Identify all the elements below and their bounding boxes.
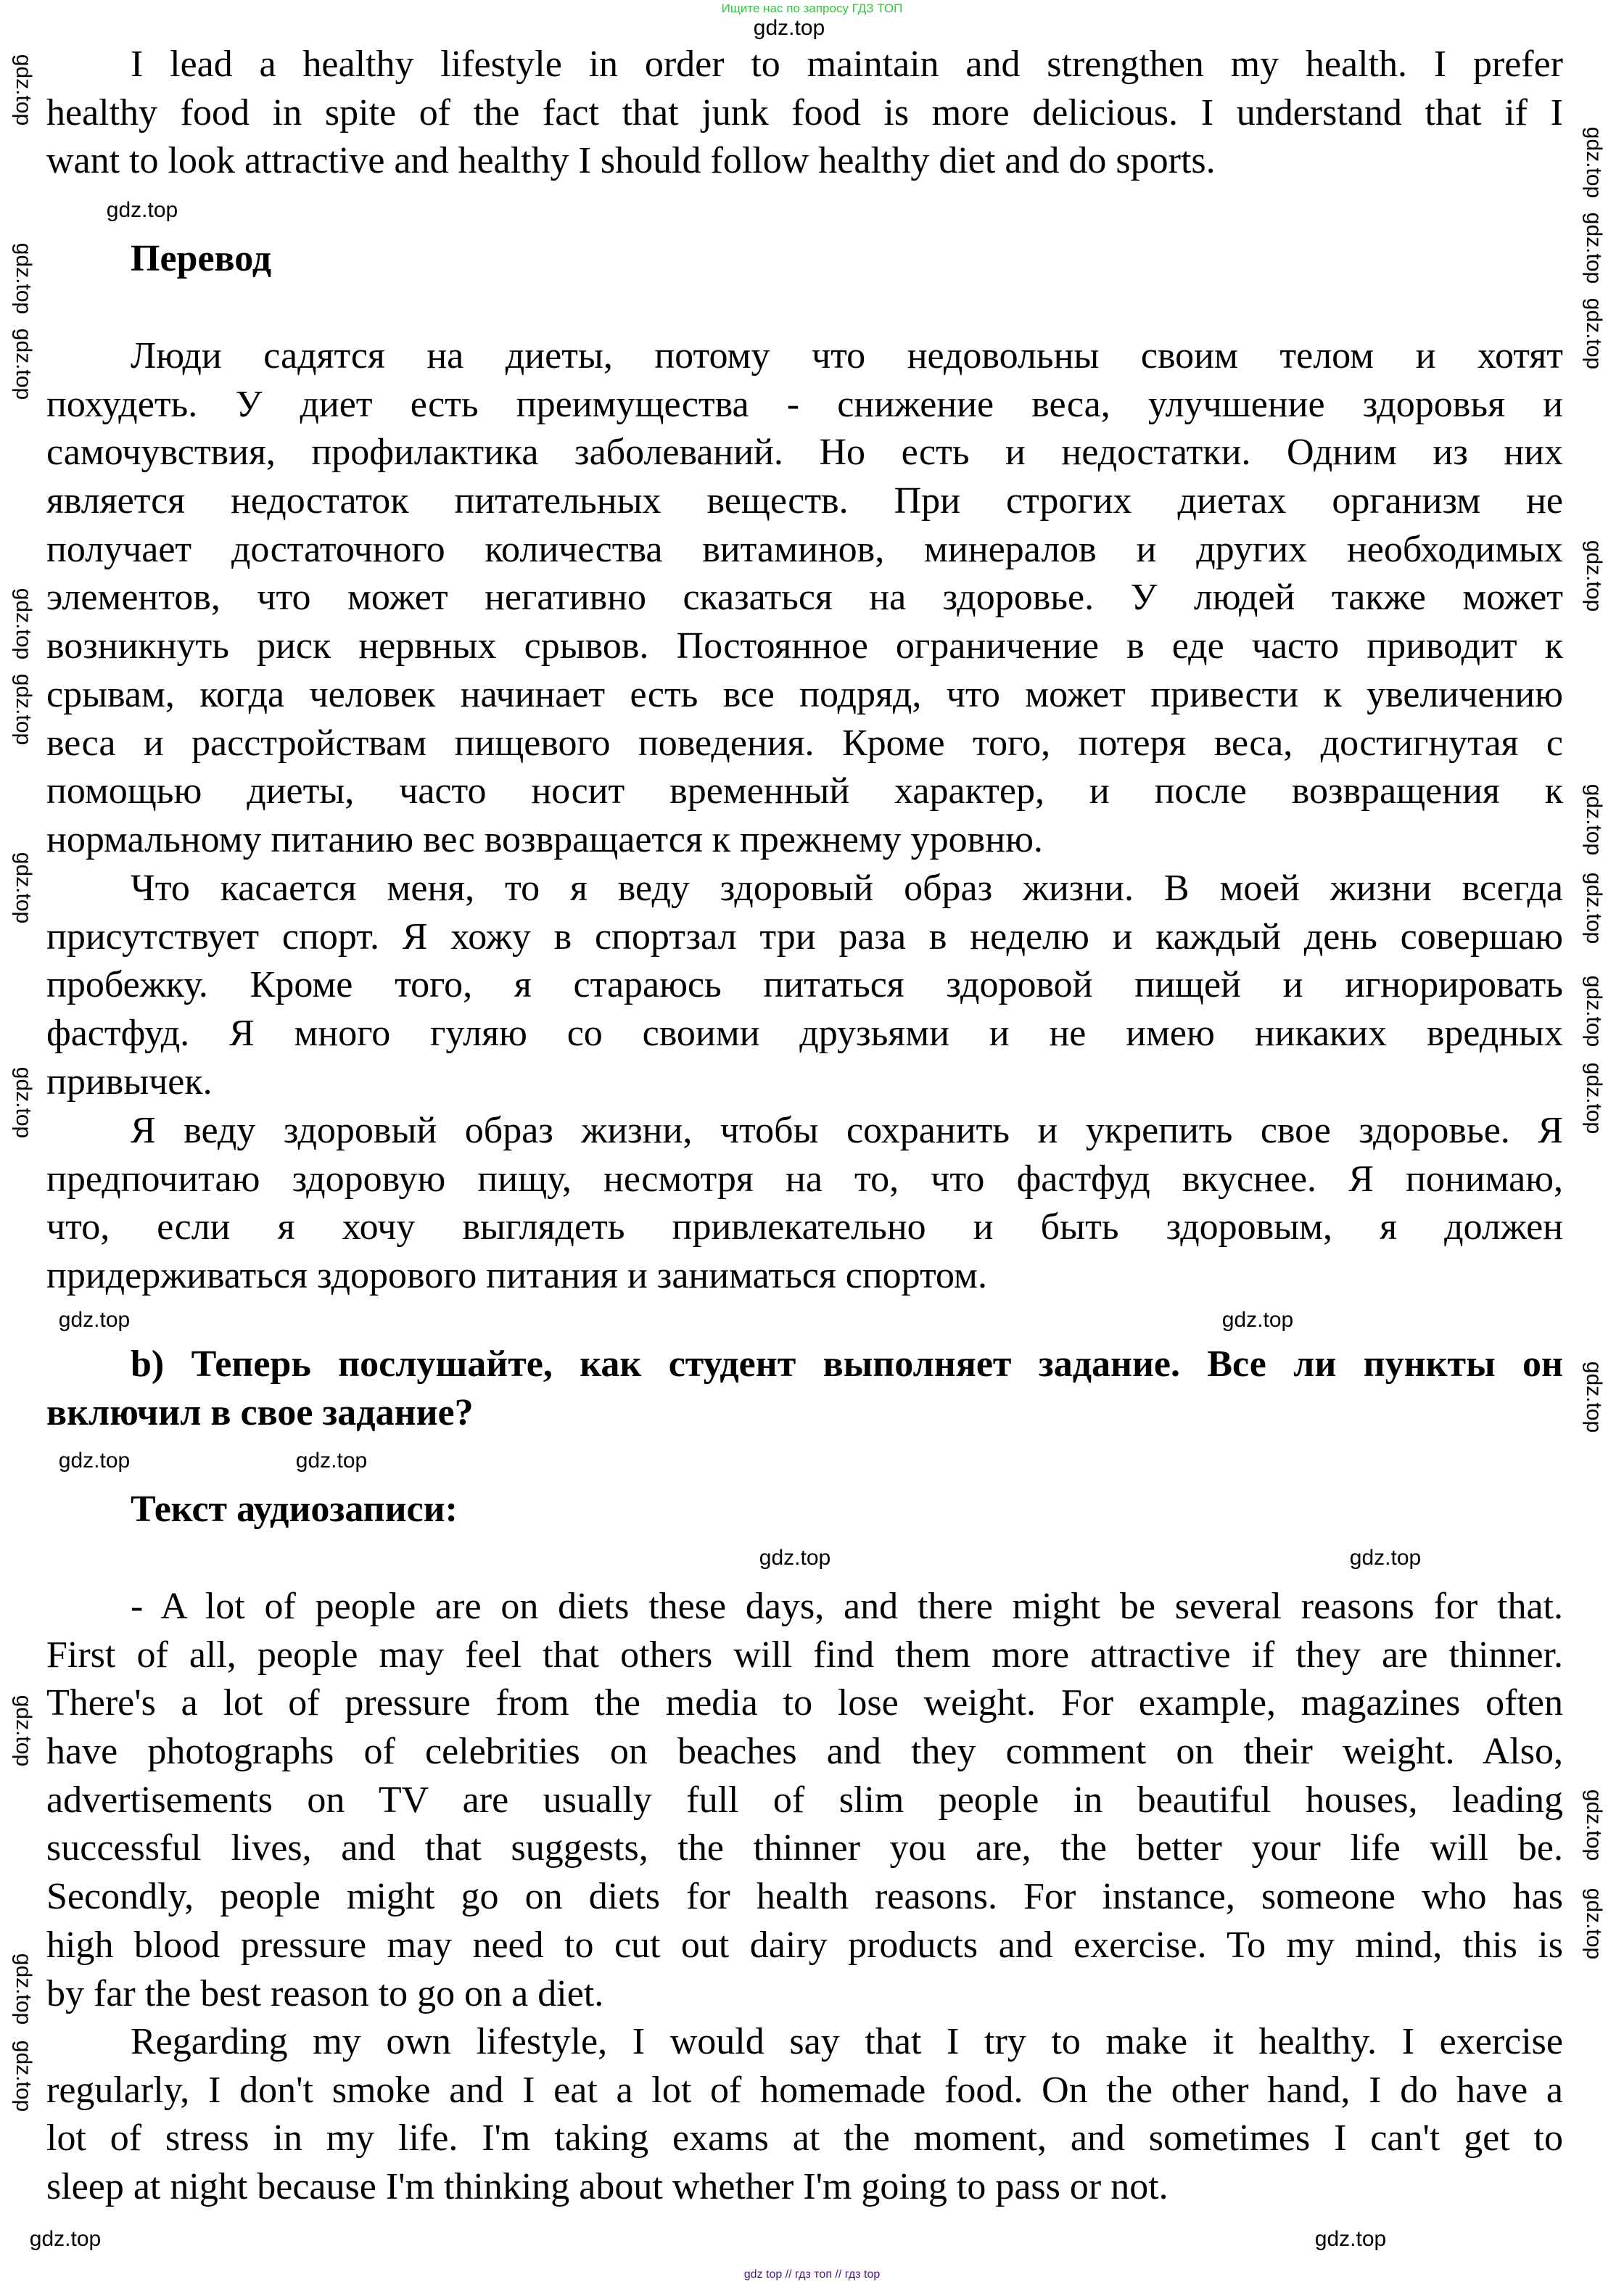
watermark: gdz.top [12,588,36,660]
text-line: sleep at night because I'm thinking about whether I'm going to pass or not. [46,2166,1168,2208]
text-line: Люди садятся на диеты, потому что недовольны своим телом и хотят [131,335,1563,376]
text-line: want to look attractive and healthy I should follow healthy diet and do sports. [46,140,1216,182]
text-line: элементов, что может негативно сказаться на здоровье. У людей также может [46,577,1563,619]
watermark: gdz.top [1582,975,1606,1047]
top-banner: Ищите нас по запросу ГДЗ ТОП [721,1,903,15]
watermark: gdz.top [58,1449,131,1473]
text-line: Secondly, people might go on diets for health reasons. For instance, someone who has [46,1876,1563,1918]
text-line: healthy food in spite of the fact that junk food is more delicious. I understand that if I [46,91,1563,133]
watermark: gdz.top [1349,1546,1422,1570]
text-line: похудеть. У диет есть преимущества - снижение веса, улучшение здоровья и [46,383,1563,425]
text-line: привычек. [46,1061,213,1103]
watermark: gdz.top [1582,212,1606,284]
watermark: gdz.top [12,242,36,315]
paragraph-conclusion-ru [46,1107,1563,1301]
text-line: Я веду здоровый образ жизни, чтобы сохранить и укрепить свое здоровье. Я [131,1110,1563,1151]
text-line: b) Теперь послушайте, как студент выполняет задание. Все ли пункты он [131,1343,1563,1385]
watermark: gdz.top [12,673,36,746]
watermark: gdz.top [12,1695,36,1767]
text-line: I lead a healthy lifestyle in order to maintain and strengthen my health. I prefer [131,44,1563,85]
audio-heading: Текст аудиозаписи: [131,1489,458,1530]
watermark: gdz.top [12,1953,36,2025]
text-line: advertisements on TV are usually full of slim people in beautiful houses, leading [46,1779,1563,1821]
watermark: gdz.top [29,2227,102,2251]
paragraph-audio-lifestyle [46,2018,1563,2212]
text-line: First of all, people may feel that others will find them more attractive if they are thinner. [46,1634,1563,1676]
text-line: пробежку. Кроме того, я стараюсь питаться здоровой пищей и игнорировать [46,964,1563,1006]
watermark: gdz.top [1582,1062,1606,1135]
watermark: gdz.top [106,198,178,222]
audio-heading-block [46,1486,1563,1534]
text-line: have photographs of celebrities on beaches and they comment on their weight. Also, [46,1731,1563,1773]
text-line: придерживаться здорового питания и заниматься спортом. [46,1255,987,1297]
text-line: by far the best reason to go on a diet. [46,1972,604,2014]
watermark: gdz.top [12,1066,36,1139]
text-line: regularly, I don't smoke and I eat a lot of homemade food. On the other hand, I do have a [46,2069,1563,2111]
text-line: фастфуд. Я много гуляю со своими друзьями и не имею никаких вредных [46,1013,1563,1055]
bottom-banner: gdz top // гдз топ // гдз top [743,2268,881,2281]
paragraph-my-lifestyle [46,865,1563,1106]
text-line: предпочитаю здоровую пищу, несмотря на то, что фастфуд вкуснее. Я понимаю, [46,1158,1563,1200]
text-line: является недостаток питательных веществ. При строгих диетах организм не [46,480,1563,522]
text-line: There's a lot of pressure from the media to lose weight. For example, magazines often [46,1682,1563,1724]
translation-heading-block [46,235,1563,284]
paragraph-english-summary [46,41,1563,186]
watermark: gdz.top [1582,783,1606,856]
text-line: Что касается меня, то я веду здоровый образ жизни. В моей жизни всегда [131,868,1563,909]
watermark: gdz.top [12,2040,36,2112]
text-line: веса и расстройствам пищевого поведения. Кроме того, потеря веса, достигнутая с [46,722,1563,764]
watermark: gdz.top [12,328,36,400]
watermark: gdz.top [1582,1887,1606,1960]
text-line: срывам, когда человек начинает есть все подряд, что может привести к увеличению [46,673,1563,715]
text-line: присутствует спорт. Я хожу в спортзал три раза в неделю и каждый день совершаю [46,915,1563,958]
text-line: Regarding my own lifestyle, I would say that I try to make it healthy. I exercise [131,2021,1563,2062]
watermark: gdz.top [1582,126,1606,199]
watermark: gdz.top [759,1546,831,1570]
text-line: high blood pressure may need to cut out dairy products and exercise. To my mind, this is [46,1924,1563,1966]
watermark: gdz.top [12,54,36,126]
paragraph-diets [46,332,1563,865]
text-line: lot of stress in my life. I'm taking exams at the moment, and sometimes I can't get to [46,2117,1563,2160]
watermark: gdz.top [1582,1361,1606,1433]
text-line: самочувствия, профилактика заболеваний. Но есть и недостатки. Одним из них [46,432,1563,474]
watermark: gdz.top [1582,297,1606,370]
watermark: gdz.top [1221,1308,1294,1332]
watermark: gdz.top [295,1449,368,1473]
text-line: возникнуть риск нервных срывов. Постоянное ограничение в еде часто приводит к [46,625,1563,667]
text-line: - A lot of people are on diets these days, and there might be several reasons for that. [131,1586,1563,1627]
watermark: gdz.top [1582,1789,1606,1861]
paragraph-audio-diets [46,1583,1563,2018]
translation-heading: Перевод [131,238,272,279]
task-b [46,1341,1563,1437]
text-line: помощью диеты, часто носит временный характер, и после возвращения к [46,770,1563,812]
text-line: нормальному питанию вес возвращается к прежнему уровню. [46,818,1043,860]
text-line: получает достаточного количества витаминов, минералов и других необходимых [46,528,1563,570]
watermark: gdz.top [1582,540,1606,612]
watermark: gdz.top [753,16,825,40]
watermark: gdz.top [1582,872,1606,944]
watermark: gdz.top [58,1308,131,1332]
text-line: что, если я хочу выглядеть привлекательно и быть здоровым, я должен [46,1206,1563,1248]
watermark: gdz.top [12,852,36,924]
text-line: включил в свое задание? [46,1391,474,1433]
watermark: gdz.top [1314,2227,1387,2251]
text-line: successful lives, and that suggests, the thinner you are, the better your life will be. [46,1827,1563,1869]
